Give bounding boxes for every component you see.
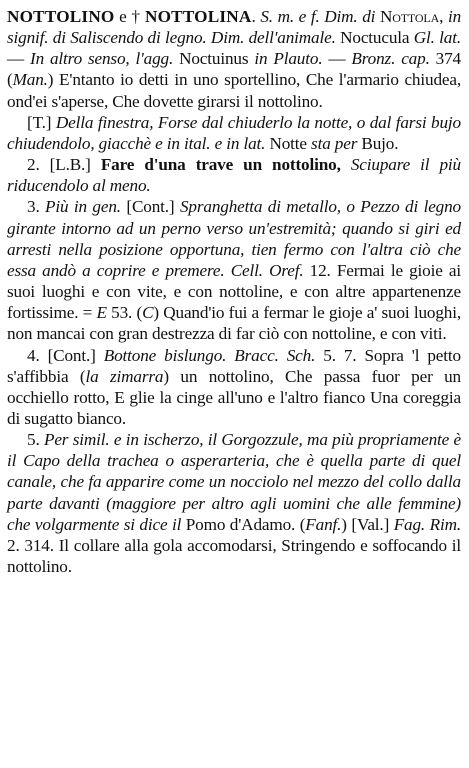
entry-sense-2 — [7, 154, 461, 196]
entry-sense-4 — [7, 345, 461, 430]
text-run: . — [251, 7, 261, 26]
italic-run: Fag. Rim. — [393, 514, 461, 534]
italic-run: Spranghetta di metallo, o Pezzo di legno girante intorno ad un perno verso un'estremità; quando si giri ed arresti nella posizione opportuna, tien fermo con l'altra ciò che essa andò a coprire e premere. Cell. Oref. — [7, 197, 461, 280]
text-run: ) E'ntanto io detti in uno sportellino, Che l'armario chiudea, ond'ei s'aperse, Che dovette girarsi il nottolino. — [7, 70, 461, 111]
text-run: 12. Fermai le gioie ai suoi luoghi e con vite, e con nottoline, e con altre appartenenze fortissime. = — [7, 260, 461, 323]
text-run: ) [Val.] — [341, 514, 394, 534]
text-run: [T.] — [27, 112, 56, 132]
italic-run: sta per — [311, 133, 358, 153]
italic-run: C — [142, 303, 154, 323]
text-run: ) un nottolino, Che passa fuor per un occhiello rotto, E glie la cinge all'uno e l'altro fianco Una coreggia di sugatto bianco. — [7, 366, 462, 428]
entry-sense-3 — [7, 196, 461, 344]
text-run: 3. — [27, 197, 46, 217]
text-run: Bujo. — [357, 133, 399, 153]
text-run: 4. [Cont.] — [27, 345, 104, 365]
text-run: Notte — [265, 133, 312, 153]
entry-definition-main — [7, 6, 461, 112]
italic-run: E — [96, 303, 107, 323]
italic-run: In altro senso, l'agg. — [30, 49, 174, 69]
text-run: [Cont.] — [120, 197, 180, 217]
italic-run: Più in gen. — [45, 197, 121, 217]
headword: NOTTOLINO — [7, 7, 115, 26]
text-run — [341, 155, 351, 174]
italic-run: Sciupare il più riducendolo al meno. — [7, 155, 461, 196]
text-run: , — [439, 7, 448, 26]
text-run: — — [7, 49, 30, 69]
text-run: Noctucula — [335, 28, 414, 48]
text-run: Pomo d'Adamo. ( — [181, 514, 306, 534]
entry-note-t — [7, 112, 461, 154]
italic-run: Bottone bislungo. Bracc. Sch. — [103, 345, 316, 365]
italic-run: in Plauto. — [254, 49, 323, 69]
text-run: 2. [L.B.] — [27, 155, 101, 175]
italic-run: Della finestra, Forse dal chiuderlo la notte, o dal farsi bujo chiudendolo, giacchè e in ital. e in lat. — [7, 112, 461, 153]
bold-run: Fare d'una trave un nottolino, — [100, 155, 341, 175]
headword: NOTTOLINA — [144, 7, 252, 26]
italic-run: Gl. lat. — [413, 28, 461, 48]
dictionary-entry-nottolino — [7, 6, 461, 577]
italic-run: Bronz. cap. — [351, 49, 430, 69]
text-run: Noctuinus — [173, 49, 255, 69]
italic-run: Per simil. e in ischerzo, il Gorgozzule, ma più propriamente è il Capo della trachea o asperarteria, che è quella parte di quel canale, che fa apparire come un nocciolo nel mezzo del collo dalla parte davanti (maggiore per altro agli uomini che alle femmine) che volgarmente si dice il — [7, 430, 461, 534]
italic-run: la zimarra — [85, 366, 164, 386]
italic-run: S. m. e f. Dim. di — [260, 7, 376, 26]
italic-run: Man. — [12, 70, 48, 90]
text-run: 5. — [27, 430, 44, 450]
small-caps-run: Nottola — [379, 7, 440, 26]
text-run: 374 ( — [7, 49, 462, 90]
italic-run: in signif. di Saliscendo di legno. Dim. dell'animale. — [7, 7, 462, 48]
text-run: 53. ( — [106, 303, 143, 323]
text-run: ) Quand'io fui a fermar le gioje a' suoi luoghi, non mancai con gran destrezza di far ciò con nottoline, e con viti. — [7, 303, 462, 344]
text-run: — — [322, 49, 352, 69]
text-run: 5. 7. Sopra 'l petto s'affibbia ( — [7, 345, 461, 386]
text-run: 2. 314. Il collare alla gola accomodarsi, Stringendo e soffocando il nottolino. — [7, 535, 461, 577]
text-run: e † — [114, 7, 145, 26]
entry-sense-5 — [7, 429, 461, 577]
italic-run: Fanf. — [305, 514, 342, 534]
